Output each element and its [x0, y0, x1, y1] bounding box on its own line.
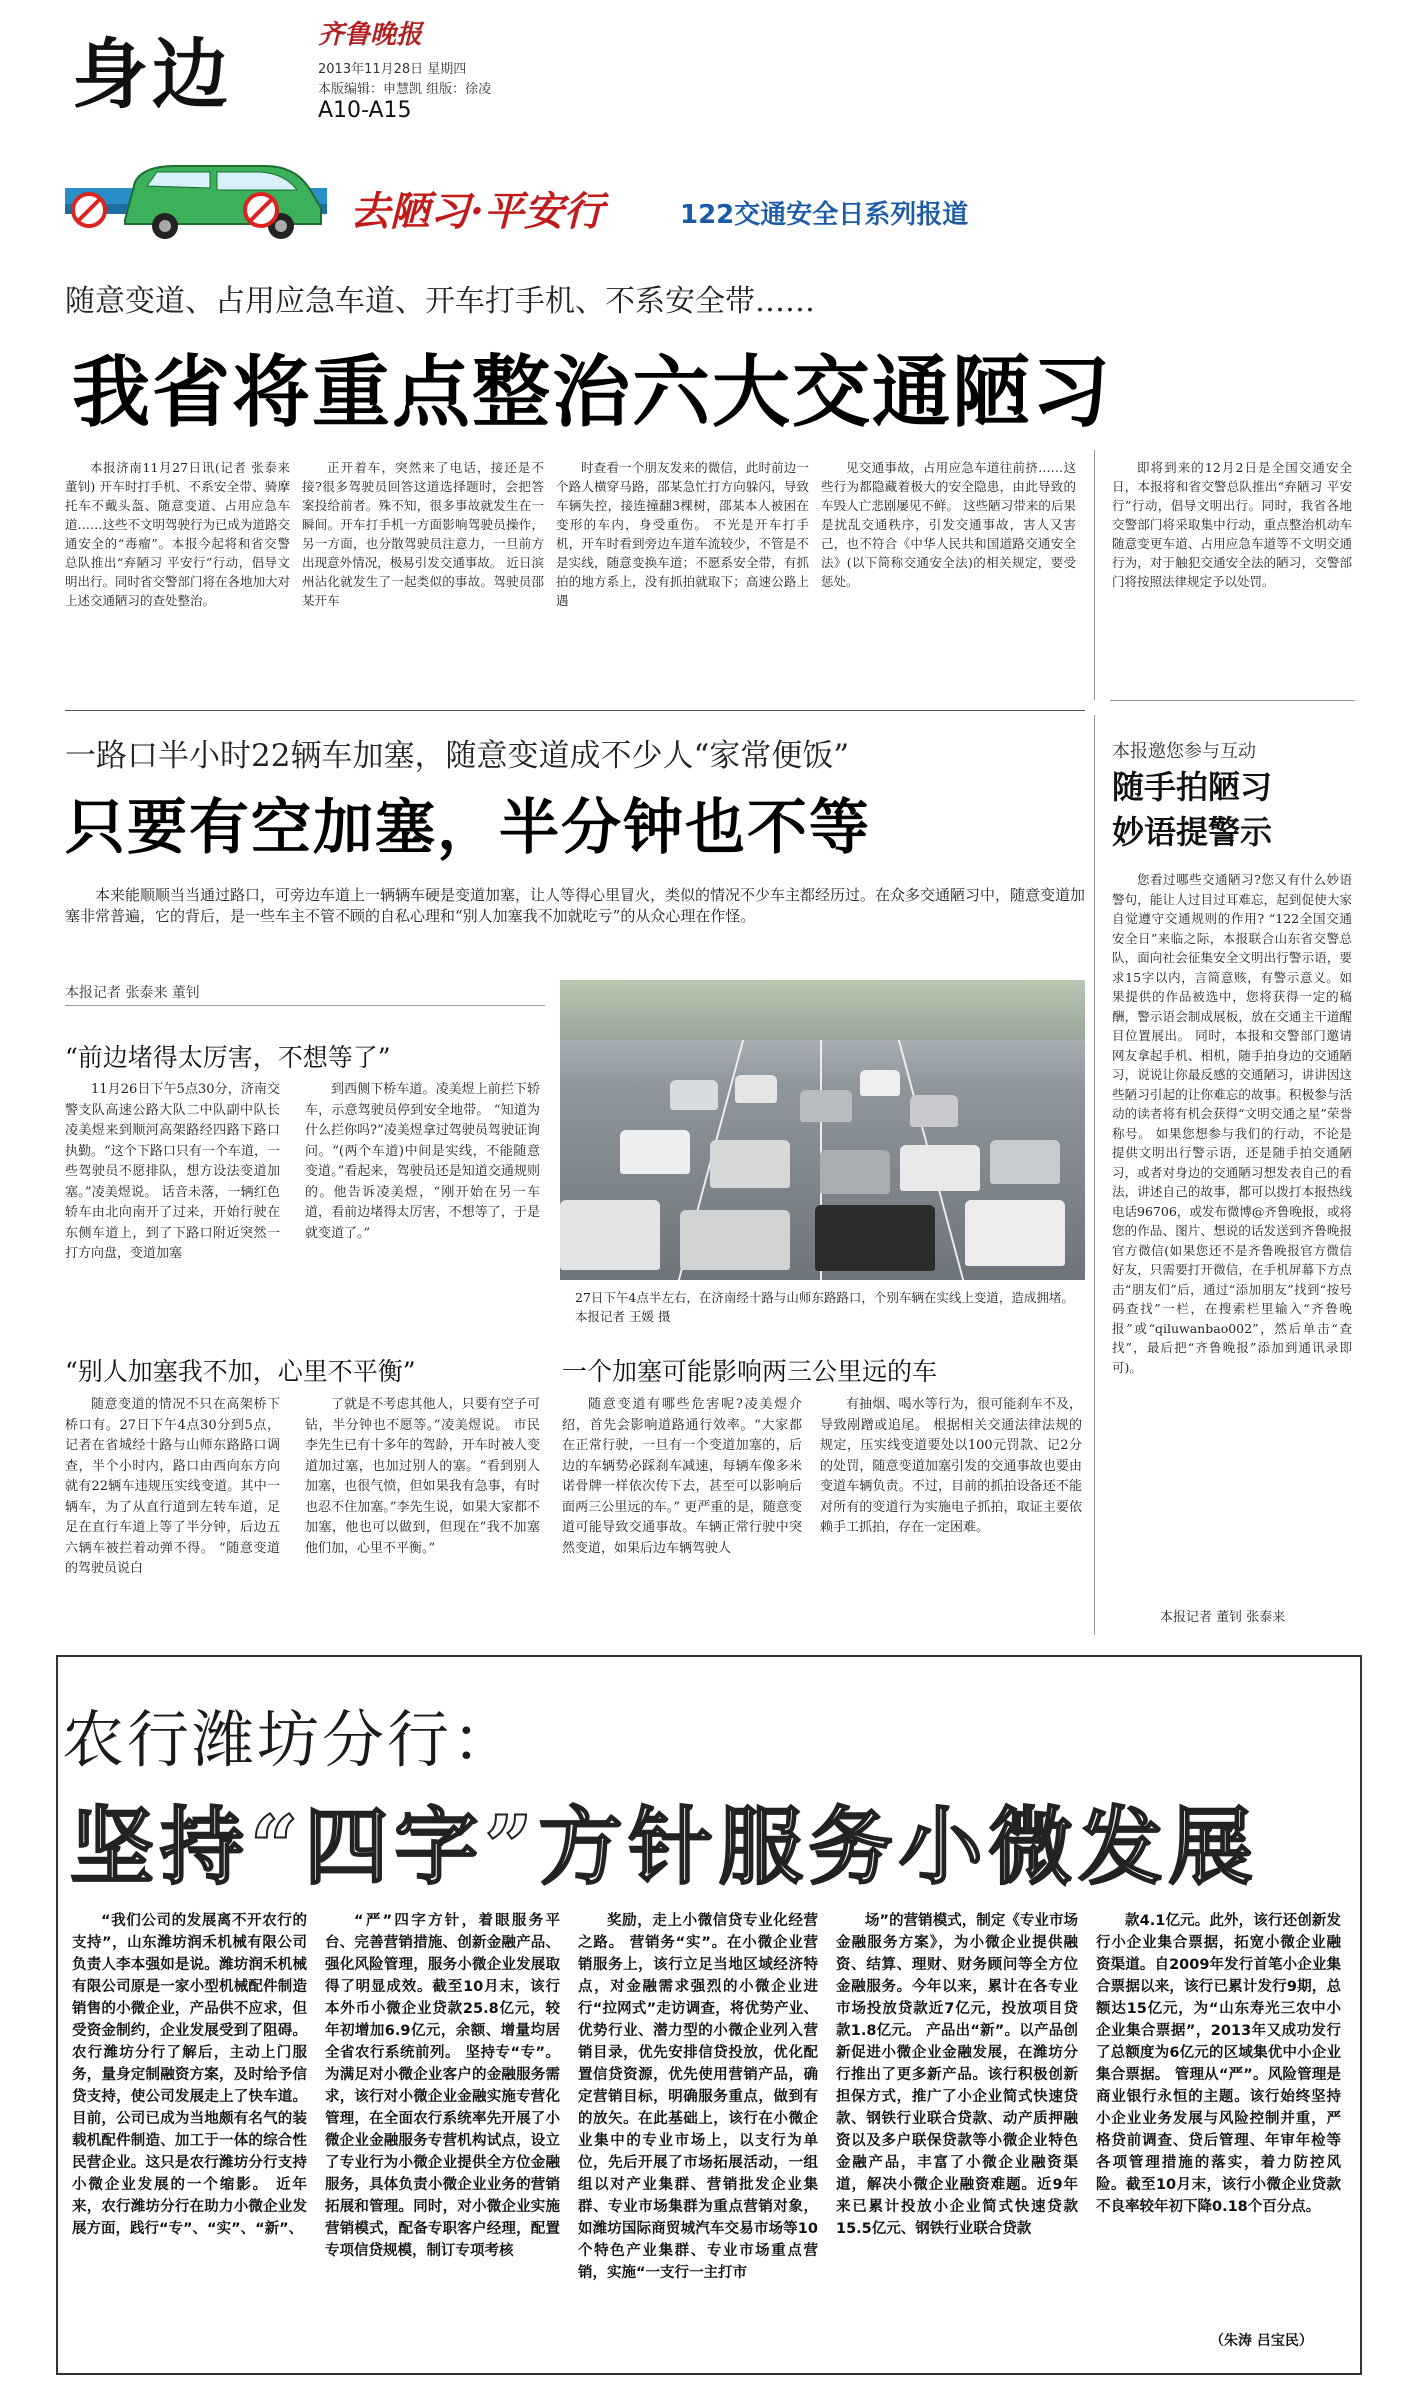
lead-column-5: 即将到来的12月2日是全国交通安全日，本报将和省交警总队推出“弃陋习 平安行”行动，倡导文明出行。同时，我省各地交警部门将采取集中行动，重点整治机动车随意变更车道、占用应急车道等不文明交通行为，对于触犯交通安全法的陋习，交警部门将按照法律规定予以处罚。 [1112, 460, 1352, 589]
series-title: 122交通安全日系列报道 [680, 200, 969, 230]
campaign-slogan: 去陋习·平安行 [350, 188, 604, 235]
section2-column-2: 了就是不考虑其他人，只要有空子可钻，半分钟也不愿等。”凌美煜说。 市民李先生已有十多年的驾龄，开车时被人变道加过塞，也加过别人的塞。“看到别人加塞，也很气愤，但如果我有急事，有时也忍不住加塞。”李先生说，如果大家都不加塞，他也可以做到，但现在“我不加塞他们加，心里不平衡。” [305, 1397, 540, 1556]
lead-column-2: 正开着车，突然来了电话，接还是不接?很多驾驶员回答这道选择题时，会把答案投给前者。殊不知，很多事故就发生在一瞬间。开车打手机一方面影响驾驶员操作，另一方面，也分散驾驶员注意力，一旦前方出现意外情况，极易引发交通事故。 近日滨州沾化就发生了一起类似的事故。驾驶员邵某开车 [302, 460, 544, 608]
photo-caption: 27日下午4点半左右，在济南经十路与山师东路路口，个别车辆在实线上变道，造成拥堵。 本报记者 王媛 摄 [575, 1290, 1074, 1324]
section1-column-2: 到西侧下桥车道。凌美煜上前拦下轿车，示意驾驶员停到安全地带。 “知道为什么拦你吗?”凌美煜拿过驾驶员驾驶证询问。“(两个车道)中间是实线，不能随意变道。”看起来，驾驶员还是知道交通规则的。他告诉凌美煜，“刚开始在另一车道，看前边堵得太厉害，不想等了，于是就变道了。” [305, 1082, 540, 1241]
sidebar-body: 您看过哪些交通陋习?您又有什么妙语警句，能让人过目过耳难忘，起到促使大家自觉遵守交通规则的作用? “122全国交通安全日”来临之际，本报联合山东省交警总队，面向社会征集安全文明出行警示语，要求15字以内，言简意赅，有警示意义。如果提供的作品被选中，您将获得一定的稿酬，警示语会制成展板，放在交通主干道醒目位置展出。 同时，本报和交警部门邀请网友拿起手机、相机，随手拍身边的交通陋习，说说让你最反感的交通陋习，讲讲因这些陋习引起的让你难忘的故事。积极参与活动的读者将有机会获得“文明交通之星”荣誉称号。 如果您想参与我们的行动，不论是提供文明出行警示语，还是随手拍交通陋习，或者对身边的交通陋习想发表自己的看法，讲述自己的故事，都可以拨打本报热线电话96706，或发布微博@齐鲁晚报，或将您的作品、图片、想说的话发送到齐鲁晚报官方微信(如果您还不是齐鲁晚报官方微信好友，只需要打开微信，在手机屏幕下方点击“朋友们”后，通过“添加朋友”找到“按号码查找”一栏，在搜索栏里输入“齐鲁晚报”或“qiluwanbao002”，然后单击“查找”，最后把“齐鲁晚报”添加到通讯录即可)。 [1112, 872, 1352, 1375]
advertorial-column-2: “严”四字方针，着眼服务平台、完善营销措施、创新金融产品、强化风险管理，服务小微企业发展取得了明显成效。截至10月末，该行本外币小微企业贷款25.8亿元，较年初增加6.9亿元，余额、增量均居全省农行系统前列。 坚持专“专”。为满足对小微企业客户的金融服务需求，该行对小微企业金融实施专营化管理，在全面农行系统率先开展了小微企业金融服务专营机构试点，设立了专业行为小微企业提供全方位金融服务，具体负责小微企业业务的营销拓展和管理。同时，对小微企业实施营销模式，配备专职客户经理，配置专项信贷规模，制订专项考核 [325, 1913, 560, 2259]
second-kicker: 一路口半小时22辆车加塞，随意变道成不少人“家常便饭” [65, 738, 850, 774]
car-illustration [65, 158, 327, 244]
section-title: 身边 [72, 30, 232, 119]
lead-column-3: 时查看一个朋友发来的微信，此时前边一个路人横穿马路，邵某急忙打方向躲闪，导致车辆失控，接连撞翻3棵树，邵某本人被困在变形的车内，身受重伤。 不光是开车打手机，开车时看到旁边车道车流较少，不管是不是实线，随意变换车道；不愿系安全带，有抓拍的地方系上，没有抓拍就取下；高速公路上遇 [556, 460, 809, 608]
advertorial-column-4: 场”的营销模式，制定《专业市场金融服务方案》，为小微企业提供融资、结算、理财、财务顾问等全方位金融服务。今年以来，累计在各专业市场投放贷款近7亿元，投放项目贷款1.8亿元。 产品出“新”。以产品创新促进小微企业金融发展，在潍坊分行推出了更多新产品。该行积极创新担保方式，推广了小企业简式快速贷款、钢铁行业联合贷款、动产质押融资以及多户联保贷款等小微企业特色金融产品，丰富了小微企业融资渠道，解决小微企业融资难题。近9年来已累计投放小企业简式快速贷款15.5亿元、钢铁行业联合贷款 [836, 1913, 1078, 2237]
section1-column-1: 11月26日下午5点30分，济南交警支队高速公路大队二中队副中队长凌美煜来到顺河高架路经四路下路口执勤。“这个下路口只有一个车道，一些驾驶员不愿排队，想方设法变道加塞。”凌美煜说。 话音未落，一辆红色轿车由北向南开了过来，开始行驶在东侧车道上，到了下路口附近突然一打方向盘，变道加塞 [65, 1082, 280, 1261]
advertorial-title-2: 坚持“四字”方针服务小微发展 [70, 1797, 1259, 1896]
sidebar-kicker: 本报邀您参与互动 [1112, 741, 1256, 762]
lead-headline: 我省将重点整治六大交通陋习 [72, 348, 1113, 438]
section2-column-1: 随意变道的情况不只在高架桥下桥口有。27日下午4点30分到5点，记者在省城经十路与山师东路路口调查，半个小时内，路口由西向东方向就有22辆车违规压实线变道。其中一辆车，为了从直行道到左转车道，足足在直行车道上等了半分钟，后边五六辆车被拦着动弹不得。 “随意变道的驾驶员说白 [65, 1397, 280, 1576]
second-byline: 本报记者 张泰来 董钊 [65, 985, 200, 1001]
newspaper-name: 齐鲁晚报 [318, 20, 423, 50]
traffic-photo [560, 980, 1085, 1280]
date-line: 2013年11月28日 星期四 [318, 62, 467, 77]
lead-column-4: 见交通事故，占用应急车道往前挤……这些行为都隐藏着极大的安全隐患，由此导致的车毁人亡悲剧屡见不鲜。 这些陋习带来的后果是扰乱交通秩序，引发交通事故，害人又害己，也不符合《中华人民共和国道路交通安全法》(以下简称交通安全法)的相关规定，要受惩处。 [821, 460, 1076, 589]
editor-line: 本版编辑：申慧凯 组版：徐凌 [318, 82, 492, 97]
sidebar-divider [1110, 700, 1355, 701]
lead-column-1: 本报济南11月27日讯(记者 张泰来 董钊) 开车时打手机、不系安全带、骑摩托车不戴头盔、随意变道、占用应急车道……这些不文明驾驶行为已成为道路交通安全的“毒瘤”。本报今起将和省交警总队推出“弃陋习 平安行”行动，倡导文明出行。同时省交警部门将在各地加大对上述交通陋习的查处整治。 [65, 460, 290, 608]
section1-title: “前边堵得太厉害，不想等了” [65, 1043, 391, 1072]
sidebar-headline-1: 随手拍陋习 [1112, 768, 1273, 806]
section3-title: 一个加塞可能影响两三公里远的车 [562, 1357, 938, 1386]
lead-kicker: 随意变道、占用应急车道、开车打手机、不系安全带…… [65, 284, 815, 319]
section2-title: “别人加塞我不加，心里不平衡” [65, 1357, 416, 1386]
advertorial-byline: （朱涛 吕宝民） [1210, 2333, 1313, 2349]
sidebar-headline-2: 妙语提警示 [1112, 813, 1273, 851]
section3-column-2: 有抽烟、喝水等行为，很可能刹车不及，导致剐蹭或追尾。 根据相关交通法律法规的规定，压实线变道要处以100元罚款、记2分的处罚，随意变道加塞引发的交通事故也要由变道车辆负责。不过，目前的抓拍设备还不能对所有的变道行为实施电子抓拍，取证主要依赖手工抓拍，存在一定困难。 [820, 1397, 1082, 1535]
section3-column-1: 随意变道有哪些危害呢?凌美煜介绍，首先会影响道路通行效率。“大家都在正常行驶，一旦有一个变道加塞的，后边的车辆势必踩刹车减速，每辆车像多米诺骨牌一样依次传下去，甚至可以影响后面两三公里远的车。” 更严重的是，随意变道可能导致交通事故。车辆正常行驶中突然变道，如果后边车辆驾驶人 [562, 1397, 802, 1556]
advertorial-column-3: 奖励，走上小微信贷专业化经营之路。 营销务“实”。在小微企业营销服务上，该行立足当地区域经济特点，对金融需求强烈的小微企业进行“拉网式”走访调查，将优势产业、优势行业、潜力型的小微企业列入营销目录，优先安排信贷投放，优化配置信贷资源，优先使用营销产品，确定营销目标，明确服务重点，做到有的放矢。在此基础上，该行在小微企业集中的专业市场上，以支行为单位，先后开展了市场拓展活动，一组组以对产业集群、营销批发企业集群、专业市场集群为重点营销对象，如潍坊国际商贸城汽车交易市场等10个特色产业集群、专业市场重点营销，实施“一支行一主打市 [578, 1913, 818, 2281]
sidebar-byline: 本报记者 董钊 张泰来 [1160, 1610, 1286, 1625]
column-divider [1094, 450, 1095, 700]
advertorial-column-1: “我们公司的发展离不开农行的支持”，山东潍坊润禾机械有限公司负责人李本强如是说。潍坊润禾机械有限公司原是一家小型机械配件制造销售的小微企业，产品供不应求，但受资金制约，企业发展受到了阻碍。农行潍坊分行了解后，主动上门服务，量身定制融资方案，及时给予信贷支持，使公司发展走上了快车道。目前，公司已成为当地颇有名气的装载机配件制造、加工于一体的综合性民营企业。这只是农行潍坊分行支持小微企业发展的一个缩影。 近年来，农行潍坊分行在助力小微企业发展方面，践行“专”、“实”、“新”、 [72, 1913, 307, 2237]
page-range: A10-A15 [318, 98, 412, 123]
advertorial-title-1: 农行潍坊分行： [62, 1703, 518, 1776]
second-lead: 本来能顺顺当当通过路口，可旁边车道上一辆辆车硬是变道加塞，让人等得心里冒火，类似的情况不少车主都经历过。在众多交通陋习中，随意变道加塞非常普遍，它的背后，是一些车主不管不顾的自私心理和“别人加塞我不加就吃亏”的从众心理在作怪。 [65, 886, 1085, 925]
byline-rule [65, 1005, 545, 1006]
section-divider [65, 710, 1085, 711]
second-headline: 只要有空加塞，半分钟也不等 [65, 793, 871, 863]
sidebar-border [1094, 715, 1095, 1635]
advertorial-column-5: 款4.1亿元。此外，该行还创新发行小企业集合票据，拓宽小微企业融资渠道。自2009年发行首笔小企业集合票据以来，该行已累计发行9期，总额达15亿元，为“山东寿光三农中小企业集合票据”，2013年又成功发行了总额度为6亿元的区域集优中小企业集合票据。 管理从“严”。风险管理是商业银行永恒的主题。该行始终坚持小企业业务发展与风险控制并重，严格贷前调查、贷后管理、年审年检等各项管理措施的落实，着力防控风险。截至10月末，该行小微企业贷款不良率较年初下降0.18个百分点。 [1096, 1913, 1341, 2215]
